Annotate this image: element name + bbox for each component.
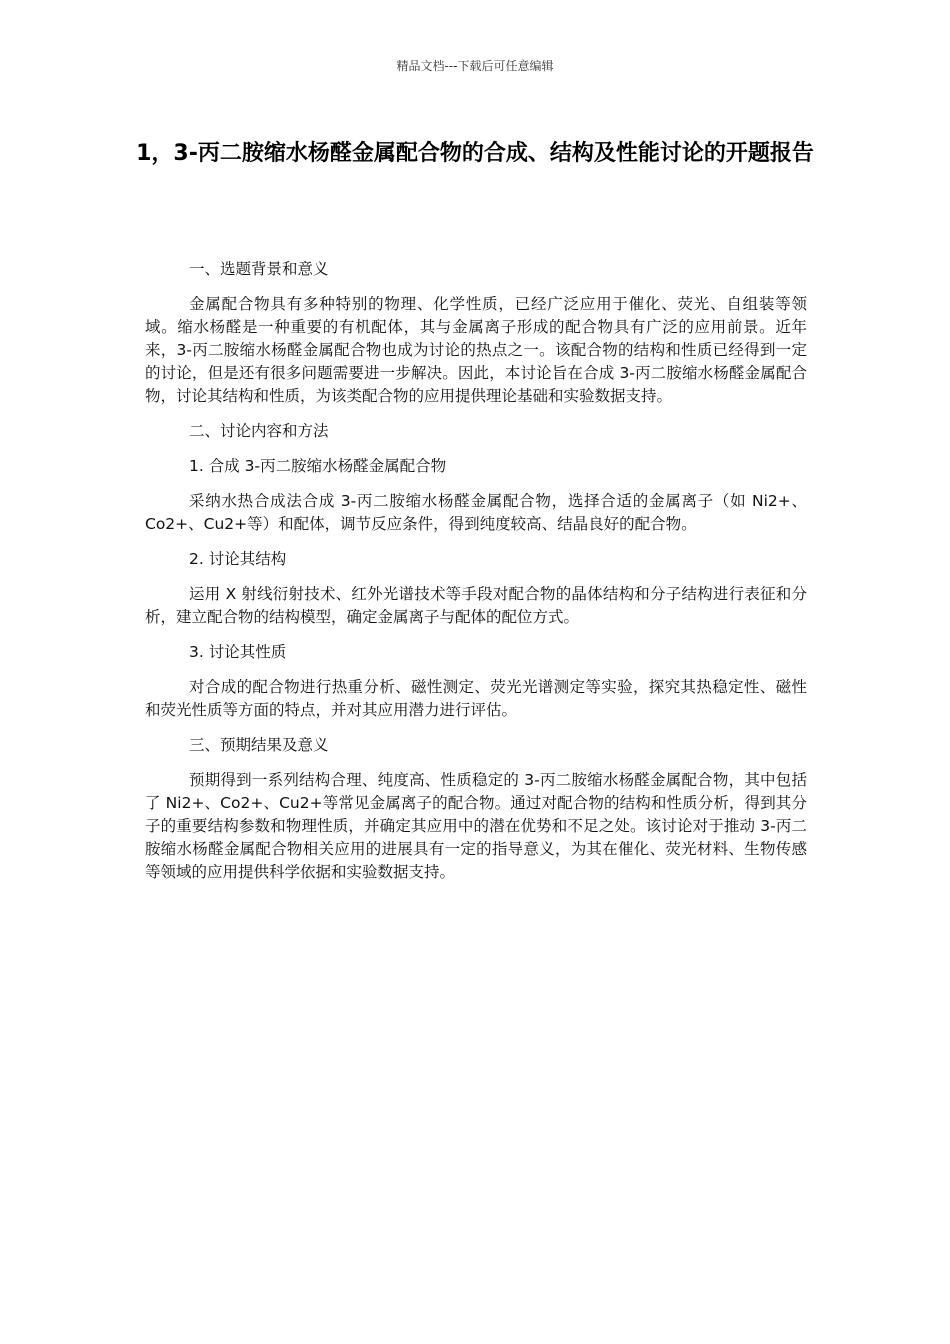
section-heading-content-methods: 二、讨论内容和方法 (189, 422, 329, 440)
header-note: 精品文档---下载后可任意编辑 (396, 59, 554, 73)
subheading-structure: 2. 讨论其结构 (189, 550, 287, 568)
section-heading-background: 一、选题背景和意义 (189, 260, 329, 278)
subheading-properties: 3. 讨论其性质 (189, 643, 287, 661)
document-body (145, 258, 807, 896)
paragraph-background: 金属配合物具有多种特别的物理、化学性质，已经广泛应用于催化、荧光、自组装等领域。缩水杨醛是一种重要的有机配体，其与金属离子形成的配合物具有广泛的应用前景。近年来，3-丙二胺缩水杨醛金属配合物也成为讨论的热点之一。该配合物的结构和性质已经得到一定的讨论，但是还有很多问题需要进一步解决。因此，本讨论旨在合成 3-丙二胺缩水杨醛金属配合物，讨论其结构和性质，为该类配合物的应用提供理论基础和实验数据支持。 (145, 295, 807, 405)
section-heading-expected-results: 三、预期结果及意义 (189, 736, 329, 754)
paragraph-expected-results: 预期得到一系列结构合理、纯度高、性质稳定的 3-丙二胺缩水杨醛金属配合物，其中包括了 Ni2+、Co2+、Cu2+等常见金属离子的配合物。通过对配合物的结构和性质分析，得到其分子的重要结构参数和物理性质，并确定其应用中的潜在优势和不足之处。该讨论对于推动 3-丙二胺缩水杨醛金属配合物相关应用的进展具有一定的指导意义，为其在催化、荧光材料、生物传感等领域的应用提供科学依据和实验数据支持。 (145, 771, 807, 881)
document-title: 1，3-丙二胺缩水杨醛金属配合物的合成、结构及性能讨论的开题报告 (136, 141, 814, 166)
subheading-synthesis: 1. 合成 3-丙二胺缩水杨醛金属配合物 (189, 457, 447, 475)
paragraph-structure: 运用 X 射线衍射技术、红外光谱技术等手段对配合物的晶体结构和分子结构进行表征和分析，建立配合物的结构模型，确定金属离子与配体的配位方式。 (145, 585, 807, 626)
paragraph-properties: 对合成的配合物进行热重分析、磁性测定、荧光光谱测定等实验，探究其热稳定性、磁性和荧光性质等方面的特点，并对其应用潜力进行评估。 (145, 678, 807, 719)
paragraph-synthesis: 采纳水热合成法合成 3-丙二胺缩水杨醛金属配合物，选择合适的金属离子（如 Ni2+、Co2+、Cu2+等）和配体，调节反应条件，得到纯度较高、结晶良好的配合物。 (145, 492, 807, 533)
